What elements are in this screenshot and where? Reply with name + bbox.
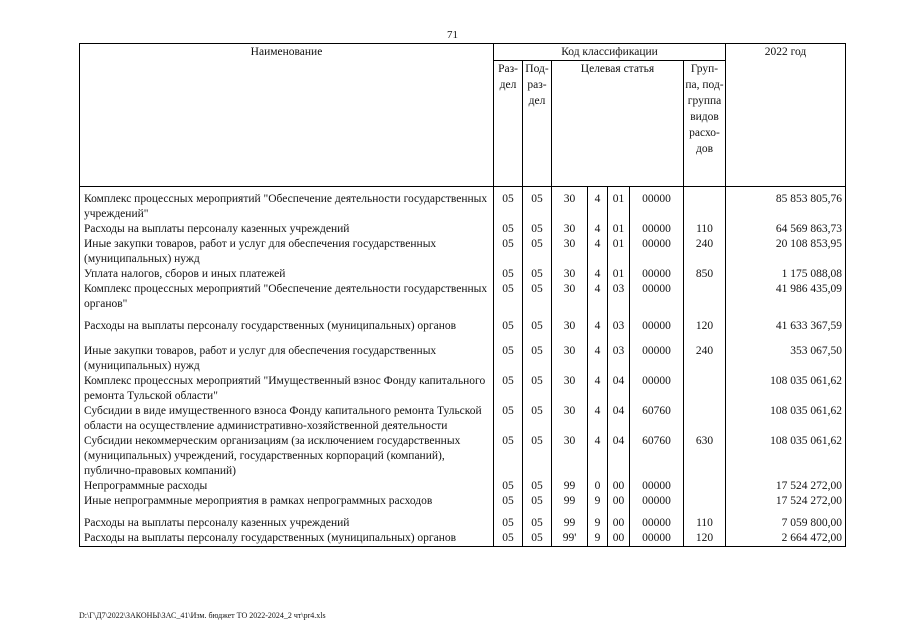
cell-t3: 01: [608, 192, 630, 222]
table-row: [80, 237, 846, 267]
cell-t3: 04: [608, 434, 630, 479]
cell-t3: 03: [608, 334, 630, 374]
cell-group: 240: [684, 334, 726, 374]
table-row: [80, 404, 846, 434]
cell-t1: 30: [552, 434, 588, 479]
cell-t2: 4: [588, 222, 608, 237]
cell-t4: 00000: [630, 312, 684, 334]
cell-t2: 4: [588, 267, 608, 282]
header-target: Целевая статья: [552, 61, 684, 187]
cell-t4: 00000: [630, 494, 684, 509]
budget-table: [79, 43, 846, 547]
cell-amount: 7 059 800,00: [726, 509, 846, 531]
cell-t2: 4: [588, 434, 608, 479]
cell-name: Иные закупки товаров, работ и услуг для обеспечения государственных (муниципальных) нужд: [80, 334, 494, 374]
cell-group: [684, 494, 726, 509]
cell-amount: 17 524 272,00: [726, 479, 846, 494]
cell-razdel: 05: [494, 334, 523, 374]
table-row: [80, 374, 846, 404]
cell-razdel: 05: [494, 237, 523, 267]
cell-group: [684, 374, 726, 404]
cell-t4: 00000: [630, 334, 684, 374]
cell-amount: 64 569 863,73: [726, 222, 846, 237]
cell-amount: 41 633 367,59: [726, 312, 846, 334]
cell-name: Расходы на выплаты персоналу государственных (муниципальных) органов: [80, 312, 494, 334]
table-row: [80, 312, 846, 334]
cell-t4: 00000: [630, 374, 684, 404]
file-path-footer: D:\Г\Д7\2022\ЗАКОНЫ\ЗАС_41\Изм. бюджет ТО 2022-2024_2 чт\pr4.xls: [79, 611, 326, 620]
cell-podrazdel: 05: [523, 494, 552, 509]
cell-t4: 00000: [630, 282, 684, 312]
cell-amount: 20 108 853,95: [726, 237, 846, 267]
table-row: [80, 222, 846, 237]
cell-t2: 4: [588, 312, 608, 334]
cell-razdel: 05: [494, 267, 523, 282]
cell-t4: 60760: [630, 434, 684, 479]
table-row: [80, 509, 846, 531]
cell-t3: 00: [608, 531, 630, 547]
cell-podrazdel: 05: [523, 531, 552, 547]
cell-t1: 99: [552, 479, 588, 494]
header-classification: Код классификации: [494, 44, 726, 61]
cell-amount: 353 067,50: [726, 334, 846, 374]
cell-t4: 00000: [630, 237, 684, 267]
cell-group: [684, 192, 726, 222]
cell-t1: 30: [552, 312, 588, 334]
cell-t4: 00000: [630, 192, 684, 222]
cell-podrazdel: 05: [523, 312, 552, 334]
cell-razdel: 05: [494, 404, 523, 434]
cell-t1: 30: [552, 222, 588, 237]
cell-amount: 108 035 061,62: [726, 374, 846, 404]
cell-razdel: 05: [494, 434, 523, 479]
cell-name: Иные закупки товаров, работ и услуг для обеспечения государственных (муниципальных) нужд: [80, 237, 494, 267]
cell-amount: 2 664 472,00: [726, 531, 846, 547]
cell-t1: 30: [552, 192, 588, 222]
cell-t2: 4: [588, 237, 608, 267]
cell-t3: 03: [608, 312, 630, 334]
cell-t1: 30: [552, 334, 588, 374]
cell-name: Непрограммные расходы: [80, 479, 494, 494]
cell-name: Расходы на выплаты персоналу казенных учреждений: [80, 222, 494, 237]
cell-podrazdel: 05: [523, 237, 552, 267]
cell-t3: 00: [608, 479, 630, 494]
cell-group: 120: [684, 312, 726, 334]
page-number: 71: [447, 29, 458, 41]
header-group: Груп- па, под- группа видов расхо- дов: [684, 61, 726, 187]
cell-razdel: 05: [494, 222, 523, 237]
header-name: Наименование: [80, 44, 494, 187]
cell-amount: 41 986 435,09: [726, 282, 846, 312]
table-row: [80, 192, 846, 222]
cell-t2: 4: [588, 374, 608, 404]
cell-group: [684, 282, 726, 312]
cell-t4: 00000: [630, 509, 684, 531]
table-row: [80, 479, 846, 494]
cell-podrazdel: 05: [523, 267, 552, 282]
cell-name: Комплекс процессных мероприятий "Обеспечение деятельности государственных органов": [80, 282, 494, 312]
cell-podrazdel: 05: [523, 282, 552, 312]
cell-amount: 85 853 805,76: [726, 192, 846, 222]
cell-amount: 17 524 272,00: [726, 494, 846, 509]
table-row: [80, 282, 846, 312]
cell-name: Уплата налогов, сборов и иных платежей: [80, 267, 494, 282]
cell-podrazdel: 05: [523, 509, 552, 531]
cell-t4: 00000: [630, 531, 684, 547]
cell-podrazdel: 05: [523, 404, 552, 434]
table-row: [80, 434, 846, 479]
cell-t2: 9: [588, 531, 608, 547]
table-row: [80, 334, 846, 374]
cell-t3: 01: [608, 267, 630, 282]
table-body: [80, 187, 846, 547]
cell-podrazdel: 05: [523, 192, 552, 222]
cell-t3: 04: [608, 374, 630, 404]
cell-group: 110: [684, 509, 726, 531]
cell-t3: 00: [608, 494, 630, 509]
cell-name: Субсидии в виде имущественного взноса Фонду капитального ремонта Тульской области на осуществление административно-хозяйственной деятельности: [80, 404, 494, 434]
cell-razdel: 05: [494, 531, 523, 547]
cell-group: [684, 404, 726, 434]
cell-t1: 99': [552, 531, 588, 547]
cell-t3: 00: [608, 509, 630, 531]
cell-name: Субсидии некоммерческим организациям (за исключением государственных (муниципальных) учреждений, государственных корпораций (компаний), публично-правовых компаний): [80, 434, 494, 479]
cell-group: 110: [684, 222, 726, 237]
cell-razdel: 05: [494, 374, 523, 404]
header-razdel: Раз- дел: [494, 61, 523, 187]
cell-t3: 04: [608, 404, 630, 434]
cell-t1: 30: [552, 374, 588, 404]
cell-name: Комплекс процессных мероприятий "Обеспечение деятельности государственных учреждений": [80, 192, 494, 222]
cell-group: [684, 479, 726, 494]
cell-t2: 4: [588, 192, 608, 222]
cell-amount: 1 175 088,08: [726, 267, 846, 282]
cell-t1: 99: [552, 509, 588, 531]
cell-t2: 0: [588, 479, 608, 494]
cell-name: Иные непрограммные мероприятия в рамках непрограммных расходов: [80, 494, 494, 509]
cell-razdel: 05: [494, 192, 523, 222]
cell-t1: 30: [552, 282, 588, 312]
cell-t2: 9: [588, 509, 608, 531]
cell-group: 120: [684, 531, 726, 547]
cell-name: Расходы на выплаты персоналу государственных (муниципальных) органов: [80, 531, 494, 547]
cell-t3: 03: [608, 282, 630, 312]
cell-amount: 108 035 061,62: [726, 404, 846, 434]
cell-t4: 00000: [630, 222, 684, 237]
cell-t1: 30: [552, 404, 588, 434]
cell-t2: 4: [588, 334, 608, 374]
header-year: 2022 год: [726, 44, 846, 187]
cell-t1: 30: [552, 237, 588, 267]
cell-podrazdel: 05: [523, 434, 552, 479]
table-row: [80, 494, 846, 509]
cell-t1: 99: [552, 494, 588, 509]
table-row: [80, 267, 846, 282]
cell-t4: 00000: [630, 479, 684, 494]
header-podrazdel: Под- раз- дел: [523, 61, 552, 187]
cell-razdel: 05: [494, 282, 523, 312]
cell-t4: 00000: [630, 267, 684, 282]
cell-group: 850: [684, 267, 726, 282]
cell-razdel: 05: [494, 479, 523, 494]
cell-name: Расходы на выплаты персоналу казенных учреждений: [80, 509, 494, 531]
cell-razdel: 05: [494, 312, 523, 334]
cell-podrazdel: 05: [523, 222, 552, 237]
cell-group: 630: [684, 434, 726, 479]
cell-t4: 60760: [630, 404, 684, 434]
cell-t2: 4: [588, 282, 608, 312]
cell-razdel: 05: [494, 494, 523, 509]
cell-group: 240: [684, 237, 726, 267]
cell-t2: 4: [588, 404, 608, 434]
cell-podrazdel: 05: [523, 334, 552, 374]
table-row: [80, 531, 846, 547]
cell-name: Комплекс процессных мероприятий "Имущественный взнос Фонду капитального ремонта Тульской области": [80, 374, 494, 404]
cell-t3: 01: [608, 222, 630, 237]
cell-t1: 30: [552, 267, 588, 282]
cell-razdel: 05: [494, 509, 523, 531]
cell-t3: 01: [608, 237, 630, 267]
cell-amount: 108 035 061,62: [726, 434, 846, 479]
cell-podrazdel: 05: [523, 374, 552, 404]
cell-podrazdel: 05: [523, 479, 552, 494]
cell-t2: 9: [588, 494, 608, 509]
